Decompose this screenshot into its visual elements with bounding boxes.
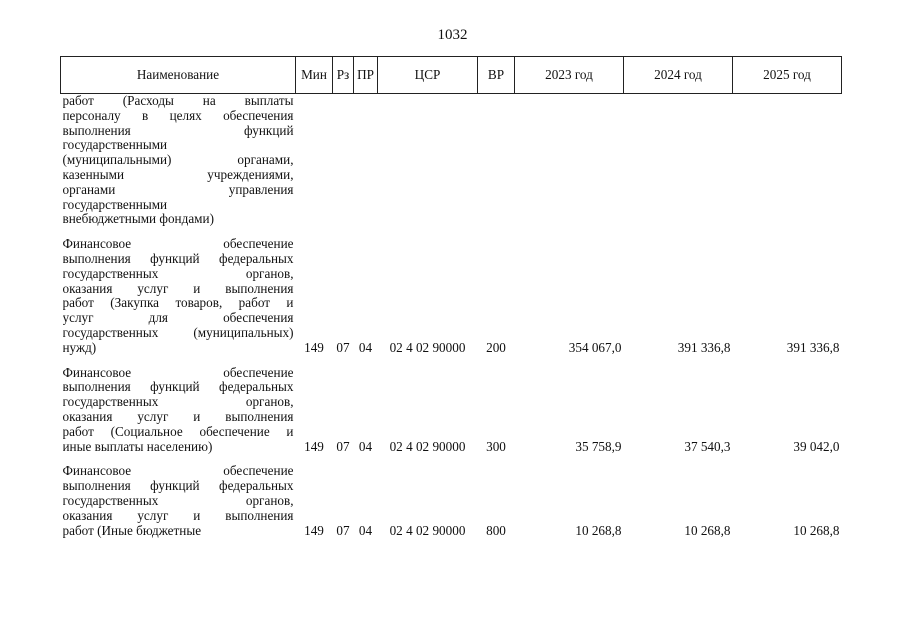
cell-name <box>61 237 296 355</box>
cell-amount-2025: 391 336,8 <box>786 339 840 355</box>
table-row <box>61 366 842 455</box>
cell-amount-2024 <box>624 94 733 228</box>
name-line: государственных органов, <box>62 266 294 281</box>
name-line: оказания услуг и выполнения <box>62 409 294 424</box>
cell-min: 149 <box>304 438 324 454</box>
table-header-row <box>61 57 842 94</box>
cell-min: 149 <box>304 522 324 538</box>
cell-amount-2023 <box>515 94 624 228</box>
name-line: работ (Иные бюджетные <box>62 523 202 538</box>
name-line: персоналу в целях обеспечения <box>62 108 294 123</box>
header-year-2025: 2025 год <box>733 57 842 94</box>
name-line: услуг для обеспечения <box>62 311 294 326</box>
cell-csr: 02 4 02 90000 <box>389 339 466 355</box>
name-line: выполнения функций <box>62 123 294 138</box>
header-csr: ЦСР <box>378 57 478 94</box>
name-line: государственных органов, <box>62 493 294 508</box>
cell-csr: 02 4 02 90000 <box>389 522 466 538</box>
cell-rz: 07 <box>336 522 350 538</box>
name-line: работ (Расходы на выплаты <box>62 94 294 108</box>
cell-vr: 800 <box>486 522 506 538</box>
header-vr: ВР <box>478 57 515 94</box>
cell-min <box>296 94 333 228</box>
cell-pr <box>354 94 378 228</box>
name-line: Финансовое обеспечение <box>62 464 294 479</box>
cell-vr: 300 <box>486 438 506 454</box>
page-number: 1032 <box>437 27 468 43</box>
row-spacer <box>61 356 842 366</box>
cell-rz: 07 <box>336 438 350 454</box>
cell-name <box>61 366 296 455</box>
name-line: казенными учреждениями, <box>62 167 294 182</box>
cell-csr: 02 4 02 90000 <box>389 438 466 454</box>
header-rz: Рз <box>333 57 354 94</box>
cell-amount-2023: 35 758,9 <box>575 438 622 454</box>
name-line: (муниципальными) органами, <box>62 153 294 168</box>
name-line: внебюджетными фондами) <box>62 212 214 227</box>
cell-rz <box>333 94 354 228</box>
cell-pr: 04 <box>358 438 373 454</box>
row-spacer <box>61 227 842 237</box>
cell-vr: 200 <box>486 339 506 355</box>
budget-table <box>60 56 842 538</box>
cell-name <box>61 464 296 538</box>
name-line: оказания услуг и выполнения <box>62 281 294 296</box>
cell-rz: 07 <box>336 339 350 355</box>
name-line: работ (Закупка товаров, работ и <box>62 296 294 311</box>
header-pr: ПР <box>354 57 378 94</box>
cell-pr: 04 <box>358 522 373 538</box>
name-line: государственными <box>62 197 168 212</box>
cell-amount-2024: 37 540,3 <box>684 438 731 454</box>
name-line: государственными <box>62 138 168 153</box>
cell-amount-2025 <box>733 94 842 228</box>
cell-amount-2025: 39 042,0 <box>793 438 840 454</box>
table-row <box>61 464 842 538</box>
name-line: работ (Социальное обеспечение и <box>62 424 294 439</box>
cell-amount-2024: 391 336,8 <box>677 339 731 355</box>
table-row <box>61 94 842 228</box>
name-line: выполнения функций федеральных <box>62 479 294 494</box>
header-name: Наименование <box>61 57 296 94</box>
header-year-2023: 2023 год <box>515 57 624 94</box>
table-row <box>61 237 842 355</box>
cell-name <box>61 94 296 228</box>
header-year-2024: 2024 год <box>624 57 733 94</box>
name-line: оказания услуг и выполнения <box>62 508 294 523</box>
cell-min: 149 <box>304 339 324 355</box>
header-min: Мин <box>296 57 333 94</box>
name-line: иные выплаты населению) <box>62 439 213 454</box>
name-line: нужд) <box>62 340 97 355</box>
row-spacer <box>61 454 842 464</box>
name-line: выполнения функций федеральных <box>62 251 294 266</box>
table-body <box>61 94 842 539</box>
cell-amount-2023: 354 067,0 <box>568 339 622 355</box>
name-line: государственных (муниципальных) <box>62 325 294 340</box>
name-line: государственных органов, <box>62 395 294 410</box>
name-line: Финансовое обеспечение <box>62 365 294 380</box>
name-line: органами управления <box>62 182 294 197</box>
cell-amount-2024: 10 268,8 <box>684 522 731 538</box>
cell-amount-2023: 10 268,8 <box>575 522 622 538</box>
cell-amount-2025: 10 268,8 <box>793 522 840 538</box>
name-line: выполнения функций федеральных <box>62 380 294 395</box>
name-line: Финансовое обеспечение <box>62 237 294 252</box>
cell-pr: 04 <box>358 339 373 355</box>
cell-vr <box>478 94 515 228</box>
cell-csr <box>378 94 478 228</box>
